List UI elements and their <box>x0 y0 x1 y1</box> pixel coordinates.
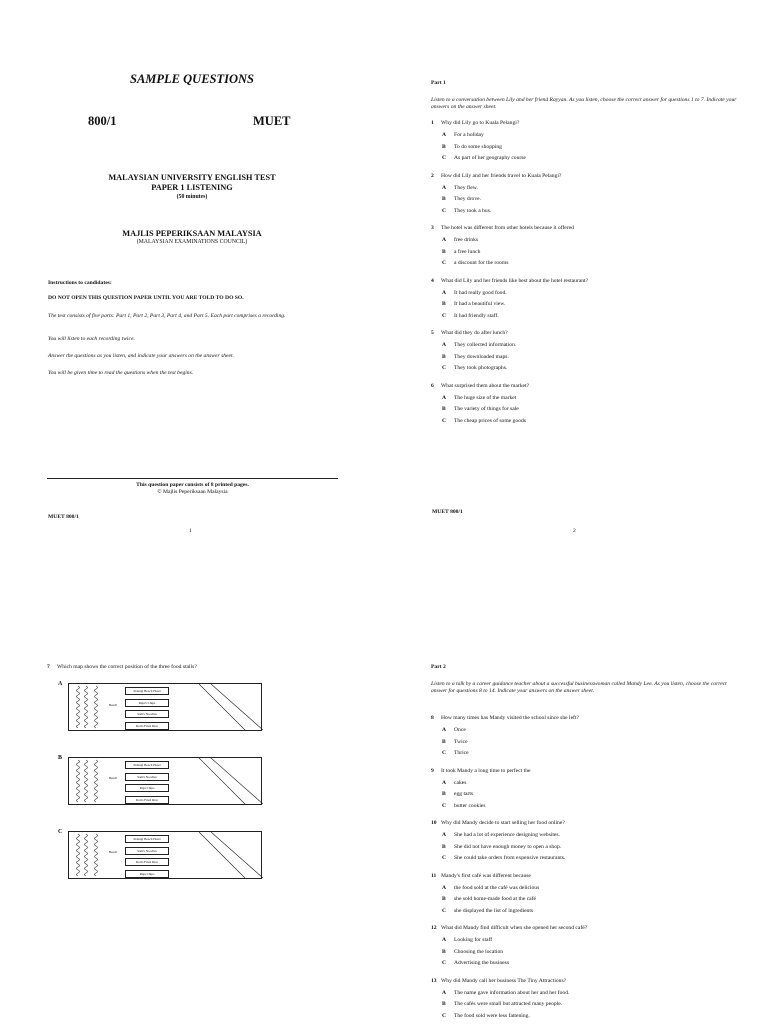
sea-wave <box>85 834 88 876</box>
question-item <box>431 768 530 775</box>
question-text: How did Lily and her friends travel to Kuala Pelangi? <box>441 172 562 179</box>
option-text: she sold home-made food at the café <box>454 896 537 902</box>
food-stall: Raju Chips <box>125 784 169 792</box>
sea-wave <box>85 760 88 802</box>
paper-code: 800/1 <box>88 114 117 128</box>
option-letter: A <box>442 832 447 838</box>
question-text: Mandy's first café was different because <box>441 872 531 879</box>
option-text: It had a beautiful view. <box>454 301 506 307</box>
question-item <box>431 173 561 180</box>
sea-wave <box>77 686 80 728</box>
answer-option[interactable] <box>442 185 478 192</box>
question-number: 4 <box>431 277 434 284</box>
question-number: 10 <box>431 820 437 826</box>
question-text: It took Mandy a long time to perfect the <box>441 767 531 774</box>
option-text: cakes <box>454 779 467 786</box>
option-text: butter cookies <box>454 802 486 809</box>
road-line <box>211 832 263 878</box>
question-text: Why did Mandy call her business The Tiny Attractions? <box>441 977 567 984</box>
question-text: Why did Mandy decide to start selling her food online? <box>441 820 565 826</box>
question-number: 8 <box>431 715 434 721</box>
option-text: It had really good food. <box>454 289 507 296</box>
question-item <box>431 820 565 827</box>
answer-option[interactable] <box>442 960 509 967</box>
question-item <box>431 278 588 285</box>
option-letter: B <box>442 143 446 150</box>
instruction-item: You will listen to each recording twice. <box>48 336 135 342</box>
option-letter: A <box>442 727 447 733</box>
map-label[interactable]: B <box>58 755 63 761</box>
beach-label: Beach <box>109 776 117 780</box>
option-letter: A <box>442 394 447 401</box>
option-text: They collected information. <box>454 342 517 348</box>
option-text: They took photographs. <box>454 365 508 371</box>
answer-option[interactable] <box>442 301 505 308</box>
option-text: Advertising the business <box>454 960 510 966</box>
option-letter: C <box>442 312 447 319</box>
question-item <box>431 225 574 232</box>
answer-option[interactable] <box>442 406 519 413</box>
answer-option[interactable] <box>442 395 516 402</box>
option-letter: C <box>442 155 447 161</box>
question-number: 6 <box>431 382 434 389</box>
answer-option[interactable] <box>442 260 508 267</box>
option-text: The cafés were small but attracted many people. <box>454 1001 563 1007</box>
option-text: free drinks <box>454 237 479 243</box>
footer-pages: This question paper consists of 8 printed pages. <box>136 482 249 488</box>
page-number: 2 <box>573 528 576 534</box>
food-stall: Ron's Fried Rice <box>125 858 169 866</box>
option-text: They took a bus. <box>454 207 492 214</box>
answer-option[interactable] <box>442 208 491 215</box>
option-text: Twice <box>454 738 468 745</box>
warning-text: DO NOT OPEN THIS QUESTION PAPER UNTIL YOU ARE TOLD TO DO SO. <box>48 295 244 301</box>
question-text: How many times has Mandy visited the school since she left? <box>441 715 579 721</box>
food-stall: Sam's Noodles <box>125 847 169 855</box>
option-text: The variety of things for sale <box>454 406 519 412</box>
question-item <box>431 715 579 722</box>
road-line <box>199 832 245 878</box>
question-item <box>431 330 508 337</box>
option-letter: C <box>442 855 447 861</box>
answer-option[interactable] <box>442 132 484 139</box>
question-text: Why did Lily go to Kuala Pelangi? <box>441 120 520 126</box>
option-letter: C <box>442 750 447 756</box>
food-stall: Raju's Chips <box>125 699 169 707</box>
map-label[interactable]: A <box>58 681 63 687</box>
paper-name: PAPER 1 LISTENING <box>151 183 233 192</box>
map-diagram <box>68 683 262 731</box>
option-letter: A <box>442 184 447 191</box>
map-label[interactable]: C <box>58 829 63 835</box>
question-number: 7 <box>47 664 50 670</box>
answer-option[interactable] <box>442 365 507 372</box>
option-text: the food sold at the café was delicious <box>454 884 540 891</box>
option-letter: B <box>442 896 446 902</box>
duration: (50 minutes) <box>176 194 208 200</box>
answer-option[interactable] <box>442 855 565 862</box>
page-number: 1 <box>189 528 192 534</box>
question-number: 2 <box>431 172 434 179</box>
option-letter: A <box>442 237 447 243</box>
option-text: For a holiday <box>454 132 484 138</box>
answer-option[interactable] <box>442 313 499 320</box>
answer-option[interactable] <box>442 832 560 839</box>
exam-name: MUET <box>253 114 291 128</box>
food-stall: Sam's Noodles <box>125 773 169 781</box>
answer-option[interactable] <box>442 237 478 244</box>
food-stall: Ron's Fried Rice <box>125 796 169 804</box>
question-number: 1 <box>431 120 434 126</box>
option-text: a free lunch <box>454 248 481 255</box>
option-text: The food sold were less fattening. <box>454 1012 530 1019</box>
council-name-en: (MALAYSIAN EXAMINATIONS COUNCIL) <box>136 239 248 245</box>
sea-wave <box>85 686 88 728</box>
page-title: SAMPLE QUESTIONS <box>130 72 254 86</box>
answer-option[interactable] <box>442 780 466 787</box>
part-heading: Part 2 <box>431 664 446 670</box>
test-name: MALAYSIAN UNIVERSITY ENGLISH TEST <box>108 173 276 182</box>
question-number: 12 <box>431 925 437 931</box>
option-text: Thrice <box>454 750 469 756</box>
answer-option[interactable] <box>442 990 569 997</box>
part-intro: Listen to a conversation between Lily and her friend Rayyan. As you listen, choose the correct answer for questions 1 to 7. Indicate your answers on the answer sheet. <box>431 97 737 110</box>
road-line <box>211 758 263 804</box>
option-letter: B <box>442 301 446 307</box>
option-letter: B <box>442 1001 446 1007</box>
answer-option[interactable] <box>442 896 536 903</box>
option-letter: C <box>442 1012 447 1019</box>
page-4 <box>384 512 768 1024</box>
option-letter: B <box>442 196 446 202</box>
option-letter: A <box>442 289 447 296</box>
answer-option[interactable] <box>442 739 468 746</box>
answer-option[interactable] <box>442 844 561 851</box>
footer-code: MUET 800/1 <box>48 514 79 520</box>
answer-option[interactable] <box>442 249 480 256</box>
part-intro: Listen to a talk by a career guidance teacher about a successful businesswoman called Mandy Lee. As you listen, choose the correct answer for questions 8 to 14. Indicate your answers on the answer sheet. <box>431 681 727 694</box>
beach-label: Beach <box>109 703 117 707</box>
option-text: Choosing the location <box>454 948 504 955</box>
food-stall: Sam's Noodles <box>125 710 169 718</box>
option-text: The cheap prices of some goods <box>454 417 526 424</box>
answer-option[interactable] <box>442 885 539 892</box>
answer-option[interactable] <box>442 1001 562 1008</box>
option-text: Once <box>454 727 466 733</box>
instructions-heading: Instructions to candidates: <box>48 280 112 286</box>
question-item <box>431 873 531 880</box>
question-number: 5 <box>431 330 434 336</box>
divider-line <box>47 478 338 479</box>
question-text: Which map shows the correct position of the three food stalls? <box>57 664 197 670</box>
option-letter: A <box>442 884 447 891</box>
sea-wave <box>95 760 98 802</box>
option-letter: B <box>442 948 446 955</box>
option-letter: A <box>442 989 447 996</box>
answer-option[interactable] <box>442 949 503 956</box>
question-number: 11 <box>431 872 437 879</box>
footer-copyright: © Majlis Peperiksaan Malaysia <box>157 489 228 495</box>
answer-option[interactable] <box>442 196 481 203</box>
option-text: She had a lot of experience designing websites. <box>454 832 560 838</box>
option-text: egg tarts <box>454 791 474 797</box>
question-text: What did Lily and her friends like best about the hotel restaurant? <box>441 277 589 284</box>
answer-option[interactable] <box>442 937 492 944</box>
question-item <box>431 120 519 127</box>
option-letter: B <box>442 353 446 360</box>
option-text: she displayed the list of ingredients <box>454 907 534 914</box>
option-text: They downloaded maps. <box>454 353 509 360</box>
question-text: What did they do after lunch? <box>441 330 508 336</box>
answer-option[interactable] <box>442 791 473 798</box>
beach-label: Beach <box>109 850 117 854</box>
question-number: 13 <box>431 977 437 984</box>
question-text: What surprised them about the market? <box>441 382 530 389</box>
answer-option[interactable] <box>442 418 526 425</box>
instruction-item: Answer the questions as you listen, and indicate your answers on the answer sheet. <box>48 353 234 359</box>
option-letter: B <box>442 248 446 255</box>
option-letter: B <box>442 843 446 850</box>
option-letter: A <box>442 779 447 786</box>
part-heading: Part 1 <box>431 80 446 86</box>
option-text: a discount for the rooms <box>454 260 509 266</box>
food-stall: Raju Chips <box>125 870 169 878</box>
option-letter: C <box>442 260 447 266</box>
instruction-item: The test consists of five parts: Part 1, Part 2, Part 3, Part 4, and Part 5. Each part comprises a recording. <box>48 313 286 319</box>
answer-option[interactable] <box>442 750 469 757</box>
question-number: 9 <box>431 767 434 774</box>
option-letter: A <box>442 132 447 138</box>
answer-option[interactable] <box>442 290 507 297</box>
option-text: She could take orders from expensive restaurants. <box>454 855 566 861</box>
option-text: They drove. <box>454 196 482 202</box>
option-letter: A <box>442 342 447 348</box>
map-diagram <box>68 831 262 879</box>
option-text: The huge size of the market <box>454 394 517 401</box>
road-line <box>199 758 245 804</box>
option-text: They flew. <box>454 184 478 191</box>
option-text: She did not have enough money to open a shop. <box>454 843 562 850</box>
footer-code: MUET 800/1 <box>432 509 463 515</box>
sea-wave <box>95 686 98 728</box>
question-7 <box>47 664 197 671</box>
answer-option[interactable] <box>442 155 526 162</box>
council-name: MAJLIS PEPERIKSAAN MALAYSIA <box>122 229 262 238</box>
option-letter: B <box>442 738 446 745</box>
question-text: The hotel was different from other hotels because it offered <box>441 225 574 231</box>
road-line <box>199 684 245 730</box>
option-letter: B <box>442 791 446 797</box>
answer-option[interactable] <box>442 354 509 361</box>
question-item <box>431 925 587 932</box>
answer-option[interactable] <box>442 144 502 151</box>
question-item <box>431 383 529 390</box>
option-text: Looking for staff <box>454 937 493 943</box>
food-stall: Pelangi Beach Hotel <box>125 835 169 843</box>
answer-option[interactable] <box>442 803 486 810</box>
option-letter: C <box>442 802 447 809</box>
answer-option[interactable] <box>442 1013 530 1020</box>
sea-wave <box>77 834 80 876</box>
answer-option[interactable] <box>442 342 516 349</box>
question-number: 3 <box>431 225 434 231</box>
option-letter: C <box>442 207 447 214</box>
page-1 <box>0 0 384 520</box>
map-diagram <box>68 757 262 805</box>
instruction-item: You will be given time to read the questions when the test begins. <box>48 370 194 376</box>
food-stall: Pelangi Beach Hotel <box>125 761 169 769</box>
option-letter: C <box>442 365 447 371</box>
option-letter: C <box>442 907 447 914</box>
option-letter: B <box>442 406 446 412</box>
food-stall: Ron's Fried Rice <box>125 722 169 730</box>
road-line <box>211 684 263 730</box>
option-text: To do some shopping <box>454 143 502 150</box>
answer-option[interactable] <box>442 908 533 915</box>
food-stall: Pelangi Beach Hotel <box>125 687 169 695</box>
option-text: The name gave information about her and her food. <box>454 989 570 996</box>
option-text: As part of her geography course <box>454 155 526 161</box>
option-letter: C <box>442 960 447 966</box>
sea-wave <box>77 760 80 802</box>
option-text: It had friendly staff. <box>454 312 499 319</box>
answer-option[interactable] <box>442 727 466 734</box>
sea-wave <box>95 834 98 876</box>
page-2 <box>384 0 768 515</box>
page-3 <box>0 512 384 1024</box>
question-item <box>431 978 566 985</box>
option-letter: C <box>442 417 447 424</box>
option-letter: A <box>442 937 447 943</box>
question-text: What did Mandy find difficult when she opened her second café? <box>441 925 588 931</box>
